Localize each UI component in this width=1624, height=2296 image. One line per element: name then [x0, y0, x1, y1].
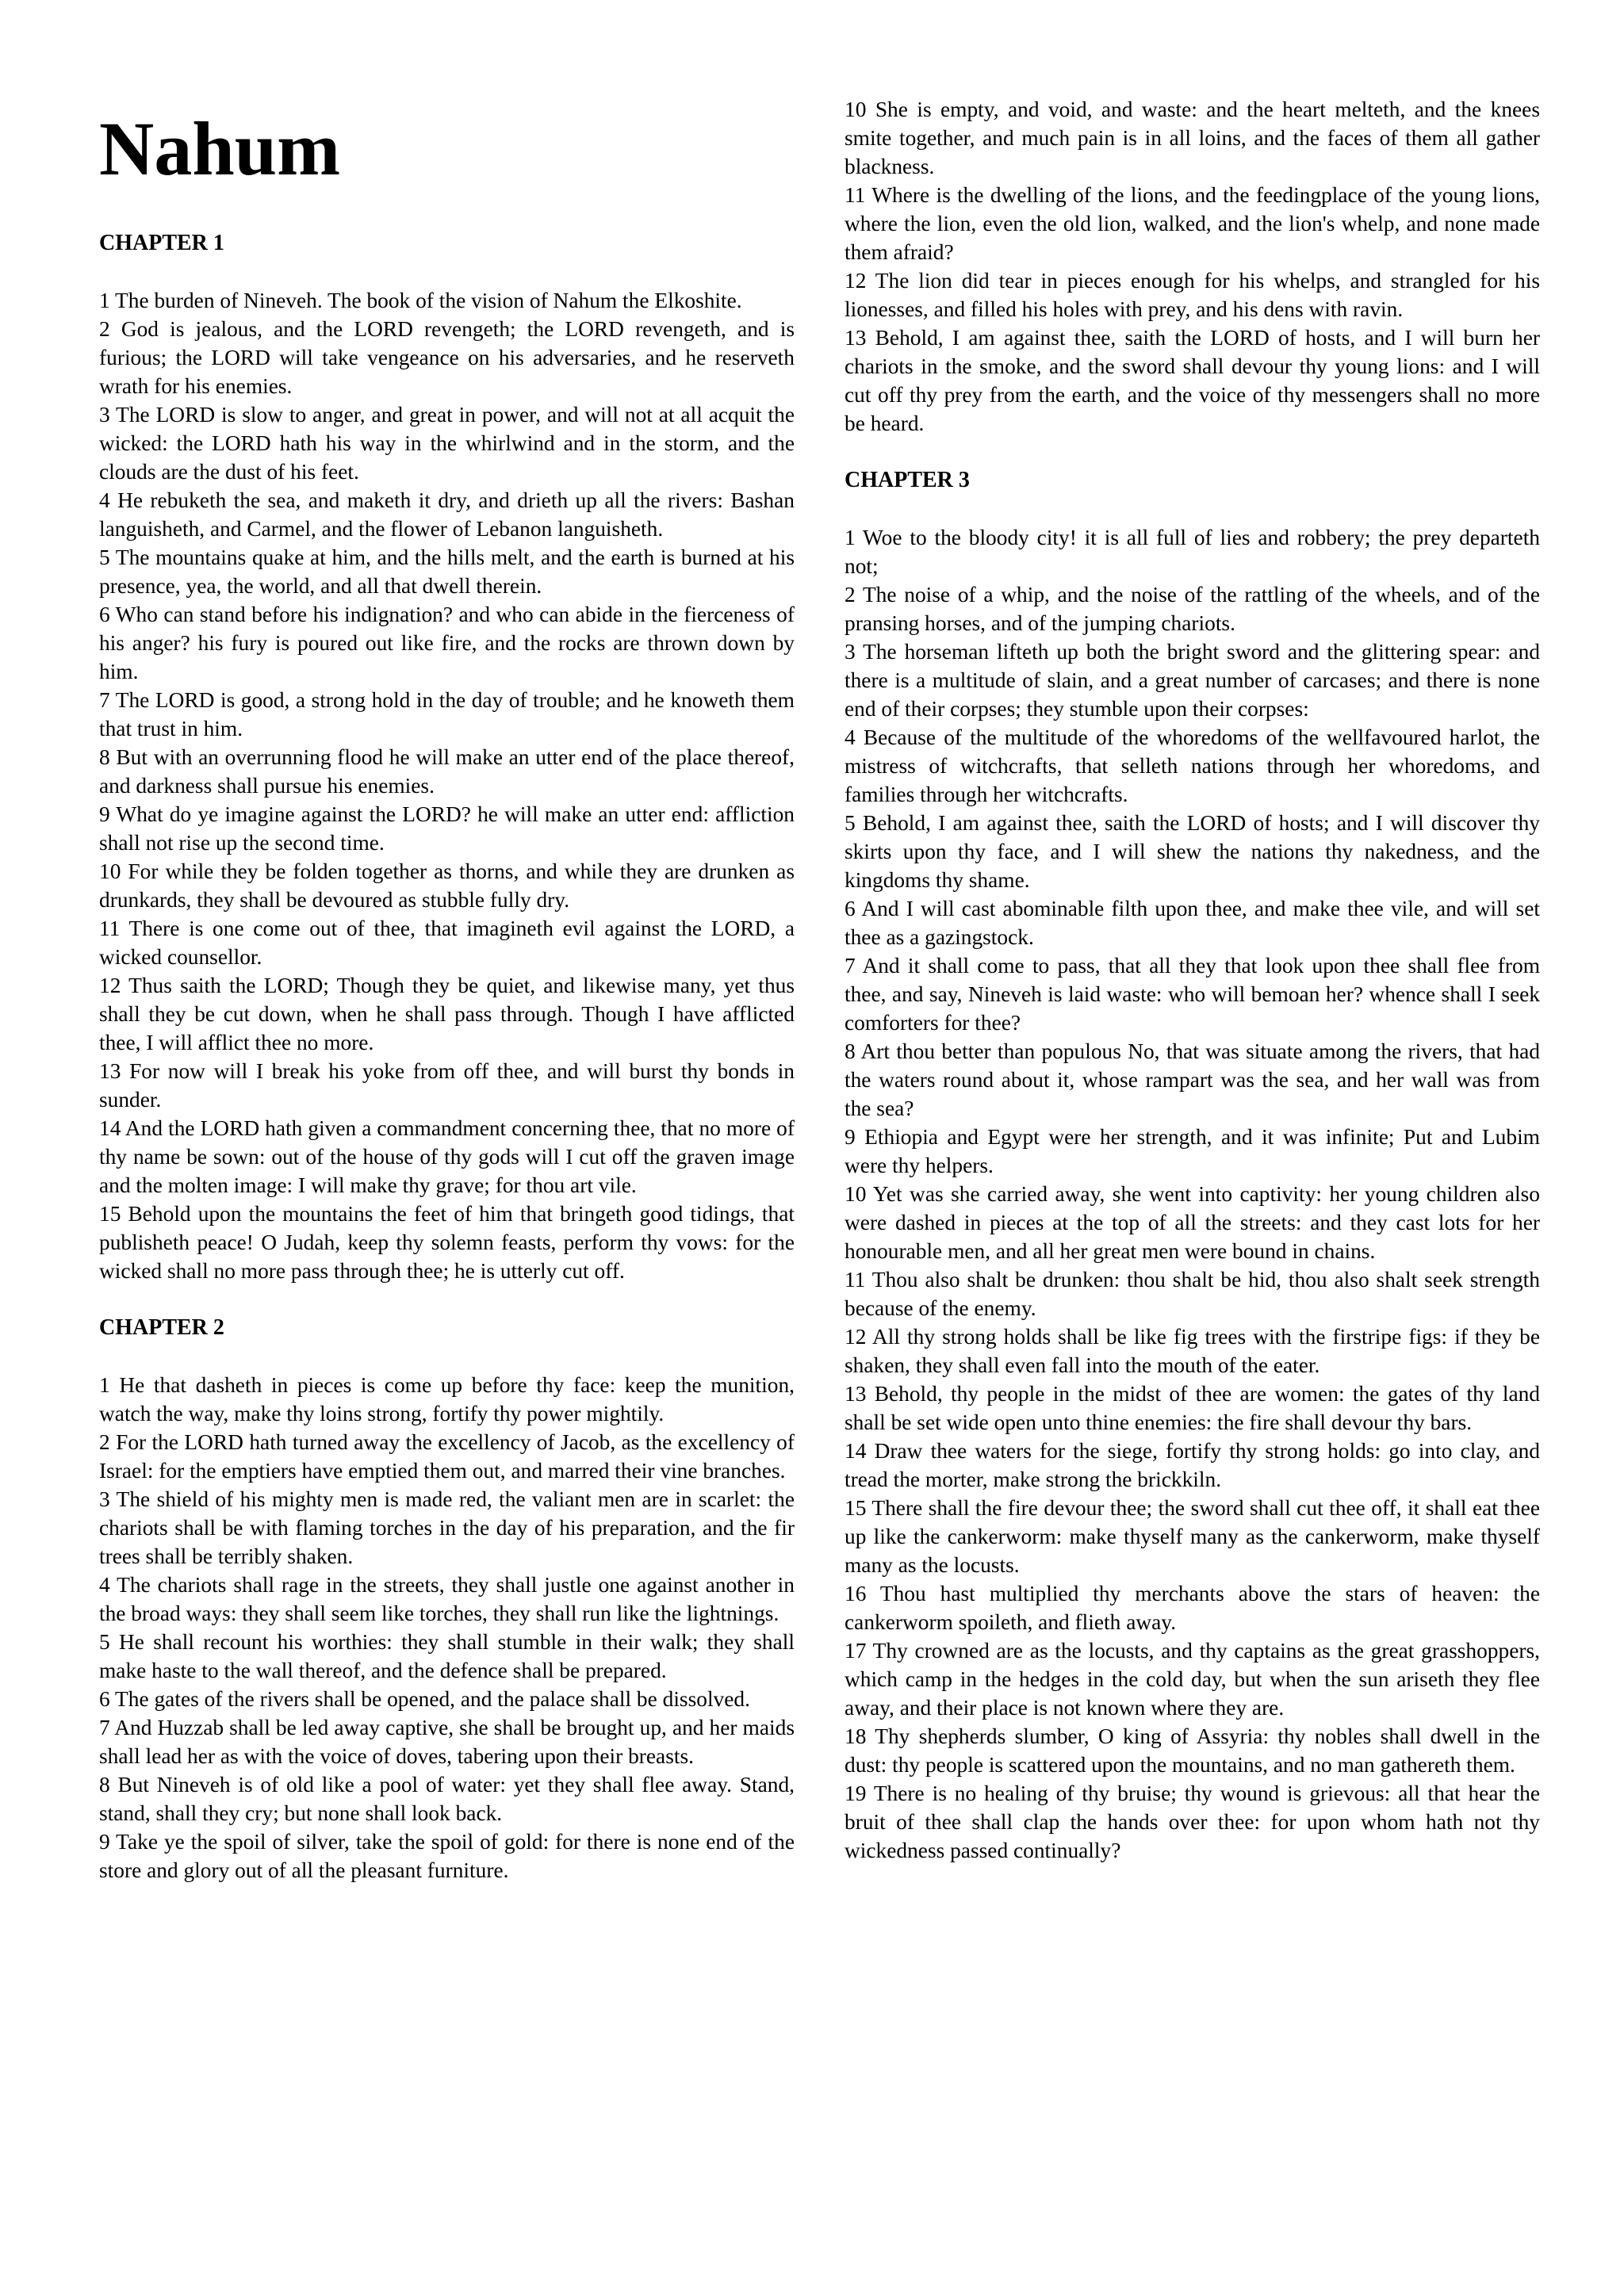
verse: 3 The horseman lifteth up both the bright sword and the glittering spear: and there is a multitude of slain, and a great number of carcases; and there is none end of their corpses; they stumble upon their corpses:	[845, 640, 1540, 721]
verse: 4 He rebuketh the sea, and maketh it dry, and drieth up all the rivers: Bashan languisheth, and Carmel, and the flower of Lebanon languisheth.	[99, 488, 795, 541]
verse: 15 There shall the fire devour thee; the sword shall cut thee off, it shall eat thee up like the cankerworm: make thyself many as the cankerworm, make thyself many as the locusts.	[845, 1496, 1540, 1577]
verse: 1 He that dasheth in pieces is come up before thy face: keep the munition, watch the way, make thy loins strong, fortify thy power mightily.	[99, 1373, 795, 1425]
verse: 4 The chariots shall rage in the streets, they shall justle one against another in the broad ways: they shall seem like torches, they shall run like the lightnings.	[99, 1573, 795, 1625]
verse: 8 But Nineveh is of old like a pool of water: yet they shall flee away. Stand, stand, shall they cry; but none shall look back.	[99, 1773, 795, 1825]
right-column	[845, 95, 1540, 1865]
verse: 1 The burden of Nineveh. The book of the vision of Nahum the Elkoshite.	[99, 289, 742, 312]
verse: 2 The noise of a whip, and the noise of the rattling of the wheels, and of the pransing horses, and of the jumping chariots.	[845, 583, 1540, 635]
verse: 9 What do ye imagine against the LORD? he will make an utter end: affliction shall not rise up the second time.	[99, 802, 795, 855]
verse: 14 And the LORD hath given a commandment concerning thee, that no more of thy name be sown: out of the house of thy gods will I cut off the graven image and the molten image: I will make thy grave; for thou art vile.	[99, 1116, 795, 1197]
verse: 5 He shall recount his worthies: they shall stumble in their walk; they shall make haste to the wall thereof, and the defence shall be prepared.	[99, 1630, 795, 1682]
verse: 4 Because of the multitude of the whoredoms of the wellfavoured harlot, the mistress of witchcrafts, that selleth nations through her whoredoms, and families through her witchcrafts.	[845, 725, 1540, 806]
chapter-3-heading: CHAPTER 3	[845, 468, 970, 492]
verse: 11 Thou also shalt be drunken: thou shalt be hid, thou also shalt seek strength because of the enemy.	[845, 1268, 1540, 1320]
verse: 3 The shield of his mighty men is made red, the valiant men are in scarlet: the chariots shall be with flaming torches in the day of his preparation, and the fir trees shall be terribly shaken.	[99, 1487, 795, 1568]
verse: 12 Thus saith the LORD; Though they be quiet, and likewise many, yet thus shall they be cut down, when he shall pass through. Though I have afflicted thee, I will afflict thee no more.	[99, 974, 795, 1054]
chapter-1-verses	[99, 286, 795, 1285]
verse: 8 Art thou better than populous No, that was situate among the rivers, that had the waters round about it, whose rampart was the sea, and her wall was from the sea?	[845, 1039, 1540, 1120]
verse: 3 The LORD is slow to anger, and great in power, and will not at all acquit the wicked: the LORD hath his way in the whirlwind and in the storm, and the clouds are the dust of his feet.	[99, 403, 795, 484]
verse: 17 Thy crowned are as the locusts, and thy captains as the great grasshoppers, which camp in the hedges in the cold day, but when the sun ariseth they flee away, and their place is not known where they are.	[845, 1639, 1540, 1720]
verse: 16 Thou hast multiplied thy merchants above the stars of heaven: the cankerworm spoileth, and flieth away.	[845, 1582, 1540, 1634]
verse: 7 And it shall come to pass, that all they that look upon thee shall flee from thee, and say, Nineveh is laid waste: who will bemoan her? whence shall I seek comforters for thee?	[845, 954, 1540, 1035]
verse: 13 For now will I break his yoke from off thee, and will burst thy bonds in sunder.	[99, 1059, 795, 1112]
left-column	[99, 95, 795, 1885]
verse: 12 The lion did tear in pieces enough for his whelps, and strangled for his lionesses, and filled his holes with prey, and his dens with ravin.	[845, 269, 1540, 321]
verse: 1 Woe to the bloody city! it is all full of lies and robbery; the prey departeth not;	[845, 526, 1540, 578]
verse: 2 For the LORD hath turned away the excellency of Jacob, as the excellency of Israel: for the emptiers have emptied them out, and marred their vine branches.	[99, 1430, 795, 1483]
verse: 5 The mountains quake at him, and the hills melt, and the earth is burned at his presence, yea, the world, and all that dwell therein.	[99, 545, 795, 598]
chapter-2-verses-continued	[845, 95, 1540, 438]
verse: 9 Take ye the spoil of silver, take the spoil of gold: for there is none end of the store and glory out of all the pleasant furniture.	[99, 1830, 795, 1882]
verse: 11 There is one come out of thee, that imagineth evil against the LORD, a wicked counsellor.	[99, 916, 795, 969]
verse: 13 Behold, thy people in the midst of thee are women: the gates of thy land shall be set wide open unto thine enemies: the fire shall devour thy bars.	[845, 1382, 1540, 1434]
verse: 11 Where is the dwelling of the lions, and the feedingplace of the young lions, where the lion, even the old lion, walked, and the lion's whelp, and none made them afraid?	[845, 183, 1540, 264]
verse: 13 Behold, I am against thee, saith the LORD of hosts, and I will burn her chariots in the smoke, and the sword shall devour thy young lions: and I will cut off thy prey from the earth, and the voice of thy messengers shall no more be heard.	[845, 326, 1540, 435]
verse: 5 Behold, I am against thee, saith the LORD of hosts; and I will discover thy skirts upon thy face, and I will shew the nations thy nakedness, and the kingdoms thy shame.	[845, 811, 1540, 892]
verse: 15 Behold upon the mountains the feet of him that bringeth good tidings, that publisheth peace! O Judah, keep thy solemn feasts, perform thy vows: for the wicked shall no more pass through thee; he is utterly cut off.	[99, 1202, 795, 1283]
verse: 19 There is no healing of thy bruise; thy wound is grievous: all that hear the bruit of thee shall clap the hands over thee: for upon whom hath not thy wickedness passed continually?	[845, 1781, 1540, 1862]
verse: 9 Ethiopia and Egypt were her strength, and it was infinite; Put and Lubim were thy helpers.	[845, 1125, 1540, 1177]
chapter-2-verses	[99, 1371, 795, 1885]
verse: 8 But with an overrunning flood he will make an utter end of the place thereof, and darkness shall pursue his enemies.	[99, 745, 795, 798]
verse: 10 She is empty, and void, and waste: and the heart melteth, and the knees smite together, and much pain is in all loins, and the faces of them all gather blackness.	[845, 98, 1540, 178]
verse: 7 The LORD is good, a strong hold in the day of trouble; and he knoweth them that trust in him.	[99, 688, 795, 740]
verse: 7 And Huzzab shall be led away captive, she shall be brought up, and her maids shall lead her as with the voice of doves, tabering upon their breasts.	[99, 1716, 795, 1768]
verse: 6 The gates of the rivers shall be opened, and the palace shall be dissolved.	[99, 1687, 750, 1711]
chapter-1-heading: CHAPTER 1	[99, 231, 224, 255]
verse: 12 All thy strong holds shall be like fig trees with the firstripe figs: if they be shaken, they shall even fall into the mouth of the eater.	[845, 1325, 1540, 1377]
verse: 10 For while they be folden together as thorns, and while they are drunken as drunkards, they shall be devoured as stubble fully dry.	[99, 859, 795, 912]
chapter-3-verses	[845, 523, 1540, 1865]
verse: 6 And I will cast abominable filth upon thee, and make thee vile, and will set thee as a gazingstock.	[845, 897, 1540, 949]
verse: 14 Draw thee waters for the siege, fortify thy strong holds: go into clay, and tread the morter, make strong the brickkiln.	[845, 1439, 1540, 1491]
verse: 6 Who can stand before his indignation? and who can abide in the fierceness of his anger? his fury is poured out like fire, and the rocks are thrown down by him.	[99, 603, 795, 683]
chapter-2-heading: CHAPTER 2	[99, 1315, 224, 1340]
verse: 2 God is jealous, and the LORD revengeth; the LORD revengeth, and is furious; the LORD will take vengeance on his adversaries, and he reserveth wrath for his enemies.	[99, 317, 795, 398]
verse: 18 Thy shepherds slumber, O king of Assyria: thy nobles shall dwell in the dust: thy people is scattered upon the mountains, and no man gathereth them.	[845, 1724, 1540, 1777]
book-title: Nahum	[99, 106, 341, 191]
verse: 10 Yet was she carried away, she went into captivity: her young children also were dashed in pieces at the top of all the streets: and they cast lots for her honourable men, and all her great men were bound in chains.	[845, 1182, 1540, 1263]
